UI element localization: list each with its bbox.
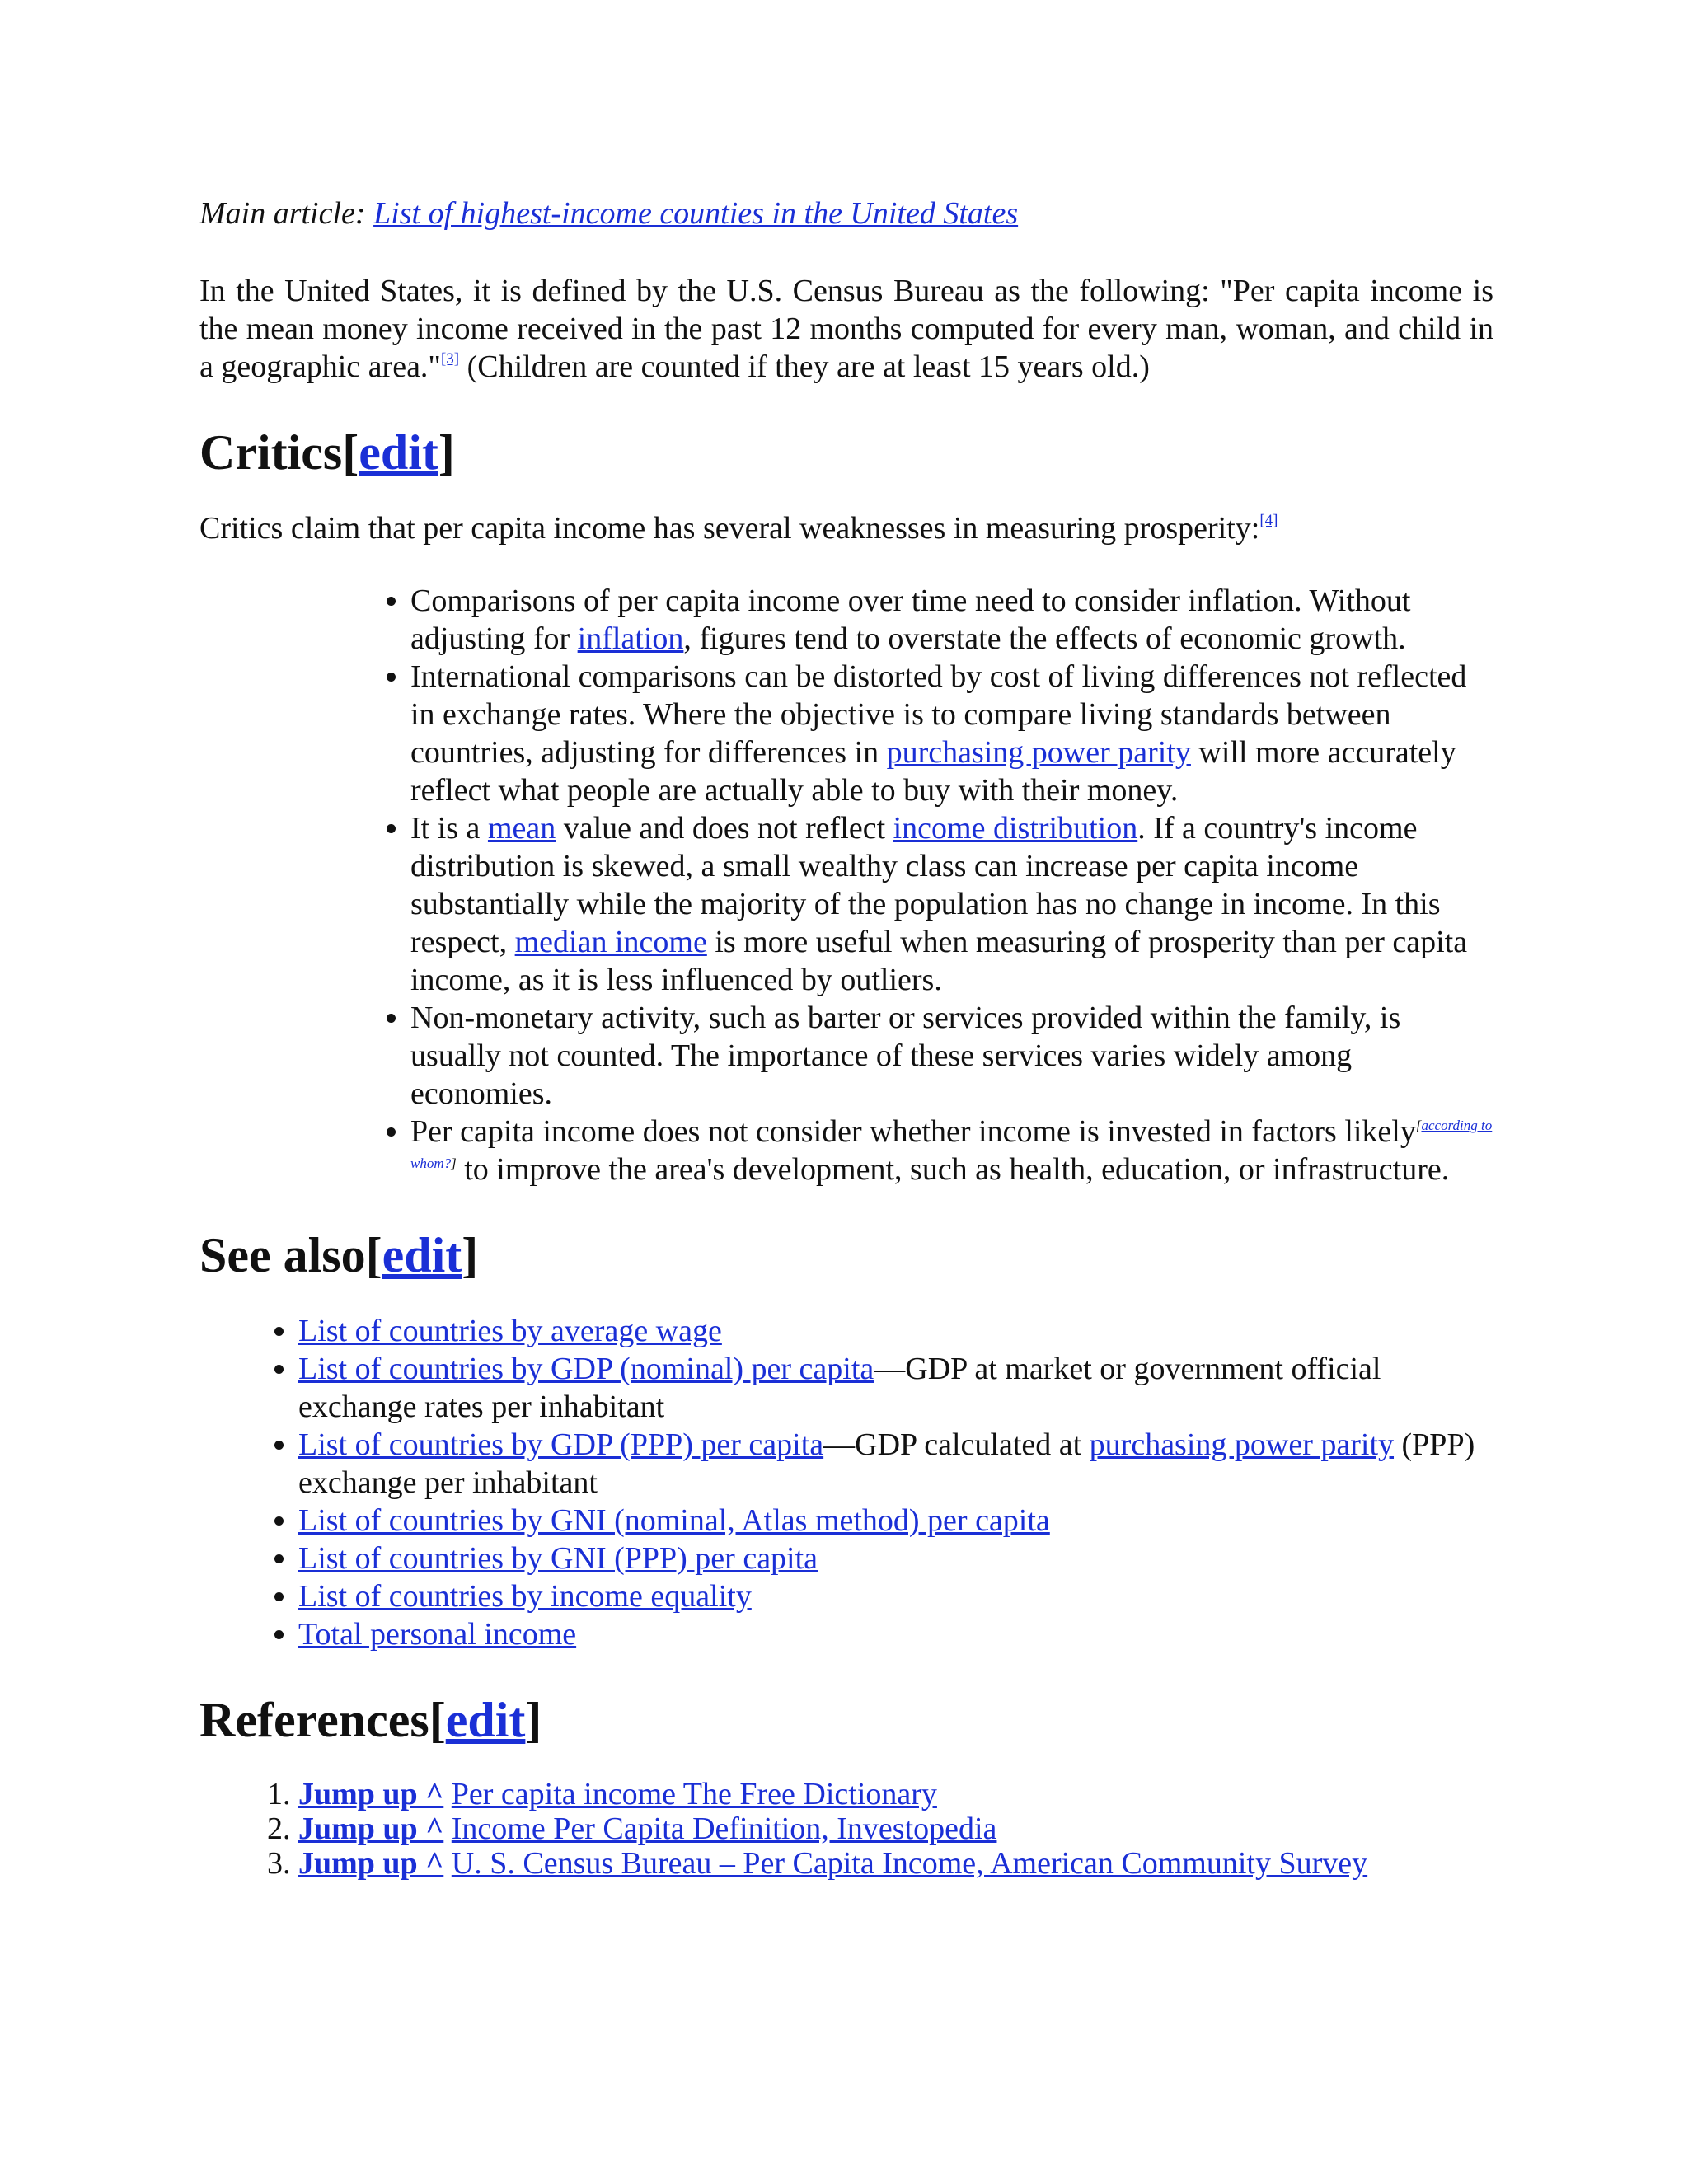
jump-up-link[interactable]: Jump up ^ <box>298 1777 444 1811</box>
list-item <box>298 1502 1493 1540</box>
list-item <box>410 658 1493 809</box>
see-also-description: —GDP at market or government official exchange rates per inhabitant <box>298 1352 1381 1424</box>
list-item-text: , figures tend to overstate the effects of economic growth. <box>683 621 1406 656</box>
median-income-link[interactable]: median income <box>514 925 707 959</box>
see-also-list <box>199 1312 1493 1653</box>
edit-bracket-open: [ <box>429 1693 446 1747</box>
inflation-link[interactable]: inflation <box>577 621 684 656</box>
critics-ref <box>1259 512 1278 529</box>
main-article-prefix: Main article: <box>199 196 374 231</box>
reference-item <box>298 1811 1493 1846</box>
edit-bracket-close: ] <box>525 1693 542 1747</box>
ref-link-4[interactable]: [4] <box>1259 512 1278 529</box>
see-also-heading <box>199 1226 1493 1284</box>
tag-bracket-open: [ <box>1415 1118 1422 1133</box>
list-item <box>298 1350 1493 1426</box>
list-item-text: Non-monetary activity, such as barter or services provided within the family, is usually not counted. The importance of these services varies widely among economies. <box>410 1001 1401 1111</box>
list-item-text: to improve the area's development, such as health, education, or infrastructure. <box>456 1152 1450 1187</box>
list-item <box>410 582 1493 658</box>
list-item-text: It is a <box>410 811 488 846</box>
document-page <box>199 194 1493 1881</box>
list-item <box>298 1312 1493 1350</box>
list-item <box>298 1615 1493 1653</box>
see-also-link[interactable]: List of countries by GNI (PPP) per capita <box>298 1541 818 1576</box>
references-heading-title: References <box>199 1693 429 1747</box>
see-also-link[interactable]: List of countries by GDP (nominal) per capita <box>298 1352 874 1386</box>
list-item <box>410 999 1493 1113</box>
reference-link[interactable]: Income Per Capita Definition, Investopedia <box>451 1811 997 1846</box>
main-article-hatnote <box>199 194 1493 232</box>
jump-up-link[interactable]: Jump up ^ <box>298 1846 444 1881</box>
list-item-text: value and does not reflect <box>556 811 893 846</box>
references-list <box>199 1777 1493 1881</box>
see-also-description: —GDP calculated at <box>823 1427 1090 1462</box>
edit-bracket-open: [ <box>365 1228 382 1282</box>
see-also-heading-title: See also <box>199 1228 366 1282</box>
references-edit-link[interactable]: edit <box>445 1693 526 1747</box>
intro-text: In the United States, it is defined by the U.S. Census Bureau as the following: "Per capita income is the mean money income received in the past 12 months computed for every man, woman, and child in a geographic area." <box>199 274 1493 384</box>
tag-bracket-close: ] <box>451 1155 457 1171</box>
critics-lead-text: Critics claim that per capita income has several weaknesses in measuring prosperity: <box>199 511 1260 546</box>
list-item-text: Per capita income does not consider whether income is invested in factors likely <box>410 1114 1416 1149</box>
mean-link[interactable]: mean <box>487 811 556 846</box>
main-article-link[interactable]: List of highest-income counties in the United States <box>373 196 1019 231</box>
edit-bracket-close: ] <box>438 425 455 480</box>
list-item <box>298 1426 1493 1502</box>
critics-lead <box>199 509 1493 547</box>
income-distribution-link[interactable]: income distribution <box>893 811 1138 846</box>
critics-heading-title: Critics <box>199 425 343 480</box>
intro-ref <box>441 350 459 368</box>
purchasing-power-parity-link[interactable]: purchasing power parity <box>1089 1427 1395 1462</box>
purchasing-power-parity-link[interactable]: purchasing power parity <box>886 735 1191 770</box>
see-also-edit-link[interactable]: edit <box>382 1228 462 1282</box>
see-also-description: (PPP) exchange per inhabitant <box>298 1427 1475 1500</box>
see-also-link[interactable]: List of countries by average wage <box>298 1314 722 1348</box>
jump-up-link[interactable]: Jump up ^ <box>298 1811 444 1846</box>
reference-link[interactable]: Per capita income The Free Dictionary <box>451 1777 937 1811</box>
list-item-text: International comparisons can be distorted by cost of living differences not reflected in exchange rates. Where the objective is to compare living standards between countries, adjusting for differences in <box>410 659 1467 770</box>
intro-text-after: (Children are counted if they are at least 15 years old.) <box>459 349 1150 384</box>
critics-edit-link[interactable]: edit <box>359 425 438 480</box>
list-item-text: is more useful when measuring of prosperity than per capita income, as it is less influenced by outliers. <box>410 925 1468 997</box>
edit-bracket-open: [ <box>342 425 359 480</box>
edit-bracket-close: ] <box>462 1228 479 1282</box>
critics-list <box>199 582 1493 1188</box>
list-item <box>298 1540 1493 1577</box>
reference-item <box>298 1846 1493 1881</box>
list-item-text: Comparisons of per capita income over time need to consider inflation. Without adjusting for <box>410 583 1411 656</box>
see-also-link[interactable]: List of countries by GNI (nominal, Atlas method) per capita <box>298 1503 1050 1538</box>
see-also-link[interactable]: List of countries by GDP (PPP) per capita <box>298 1427 824 1462</box>
list-item-text: will more accurately reflect what people are actually able to buy with their money. <box>410 735 1456 808</box>
list-item <box>410 1113 1493 1188</box>
according-to-whom-link[interactable]: according to whom? <box>410 1118 1493 1171</box>
list-item <box>298 1577 1493 1615</box>
see-also-link[interactable]: Total personal income <box>298 1617 577 1652</box>
ref-link-3[interactable]: [3] <box>440 350 460 368</box>
reference-link[interactable]: U. S. Census Bureau – Per Capita Income, American Community Survey <box>451 1846 1368 1881</box>
list-item-text: . If a country's income distribution is skewed, a small wealthy class can increase per capita income substantially while the majority of the population has no change in income. In this respect, <box>410 811 1441 959</box>
references-heading <box>199 1691 1493 1749</box>
intro-paragraph <box>199 272 1493 386</box>
reference-item <box>298 1777 1493 1811</box>
list-item <box>410 809 1493 999</box>
see-also-link[interactable]: List of countries by income equality <box>298 1579 752 1614</box>
critics-heading <box>199 424 1493 481</box>
